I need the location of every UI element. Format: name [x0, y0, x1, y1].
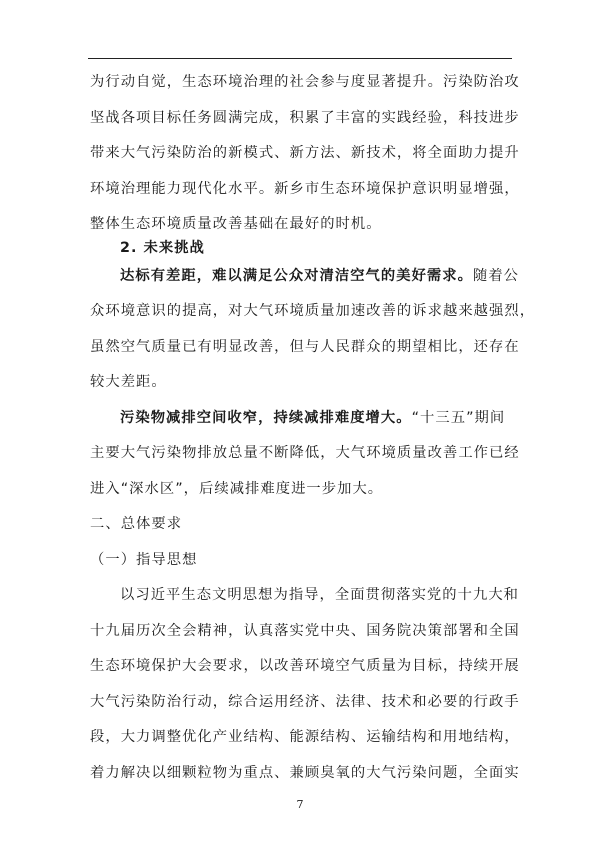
- header-rule: [88, 58, 512, 59]
- paragraph-line: [120, 266, 519, 286]
- paragraph-line: 虽然空气质量已有明显改善，但与人民群众的期望相比，还存在: [90, 339, 520, 355]
- paragraph-line: 大气污染防治行动，综合运用经济、法律、技术和必要的行政手: [90, 694, 520, 710]
- paragraph-line: 众环境意识的提高，对大气环境质量加速改善的诉求越来越强烈，: [90, 303, 536, 319]
- bold-lead: 达标有差距，难以满足公众对清洁空气的美好需求。: [120, 268, 473, 284]
- subheading-future-challenges: 2. 未来挑战: [120, 240, 205, 256]
- paragraph-line: 较大差距。: [90, 374, 167, 390]
- subsection-heading: （一）指导思想: [90, 552, 198, 568]
- paragraph-line: 整体生态环境质量改善基础在最好的时机。: [90, 216, 382, 232]
- paragraph-line: 带来大气污染防治的新模式、新方法、新技术，将全面助力提升: [90, 145, 520, 161]
- paragraph-line: 为行动自觉，生态环境治理的社会参与度显著提升。污染防治攻: [90, 74, 520, 90]
- paragraph-line: 坚战各项目标任务圆满完成，积累了丰富的实践经验，科技进步: [90, 110, 520, 126]
- paragraph-line: [120, 408, 505, 428]
- paragraph-line: 以习近平生态文明思想为指导，全面贯彻落实党的十九大和: [120, 587, 520, 603]
- page-number: 7: [296, 798, 304, 811]
- paragraph-line: 十九届历次全会精神，认真落实党中央、国务院决策部署和全国: [90, 623, 520, 639]
- paragraph-line: 进入“深水区”，后续减排难度进一步加大。: [90, 481, 384, 497]
- paragraph-line: 主要大气污染物排放总量不断降低，大气环境质量改善工作已经: [90, 445, 520, 461]
- section-heading: 二、总体要求: [90, 516, 183, 532]
- paragraph-line: 着力解决以细颗粒物为重点、兼顾臭氧的大气污染问题，全面实: [90, 765, 520, 781]
- paragraph-line: 生态环境保护大会要求，以改善环境空气质量为目标，持续开展: [90, 658, 520, 674]
- paragraph-text: 随着公: [472, 268, 520, 284]
- paragraph-text: “十三五”期间: [411, 410, 506, 426]
- bold-lead: 污染物减排空间收窄，持续减排难度增大。: [120, 410, 412, 426]
- paragraph-line: 段，大力调整优化产业结构、能源结构、运输结构和用地结构，: [90, 729, 520, 745]
- paragraph-line: 环境治理能力现代化水平。新乡市生态环境保护意识明显增强，: [90, 181, 520, 197]
